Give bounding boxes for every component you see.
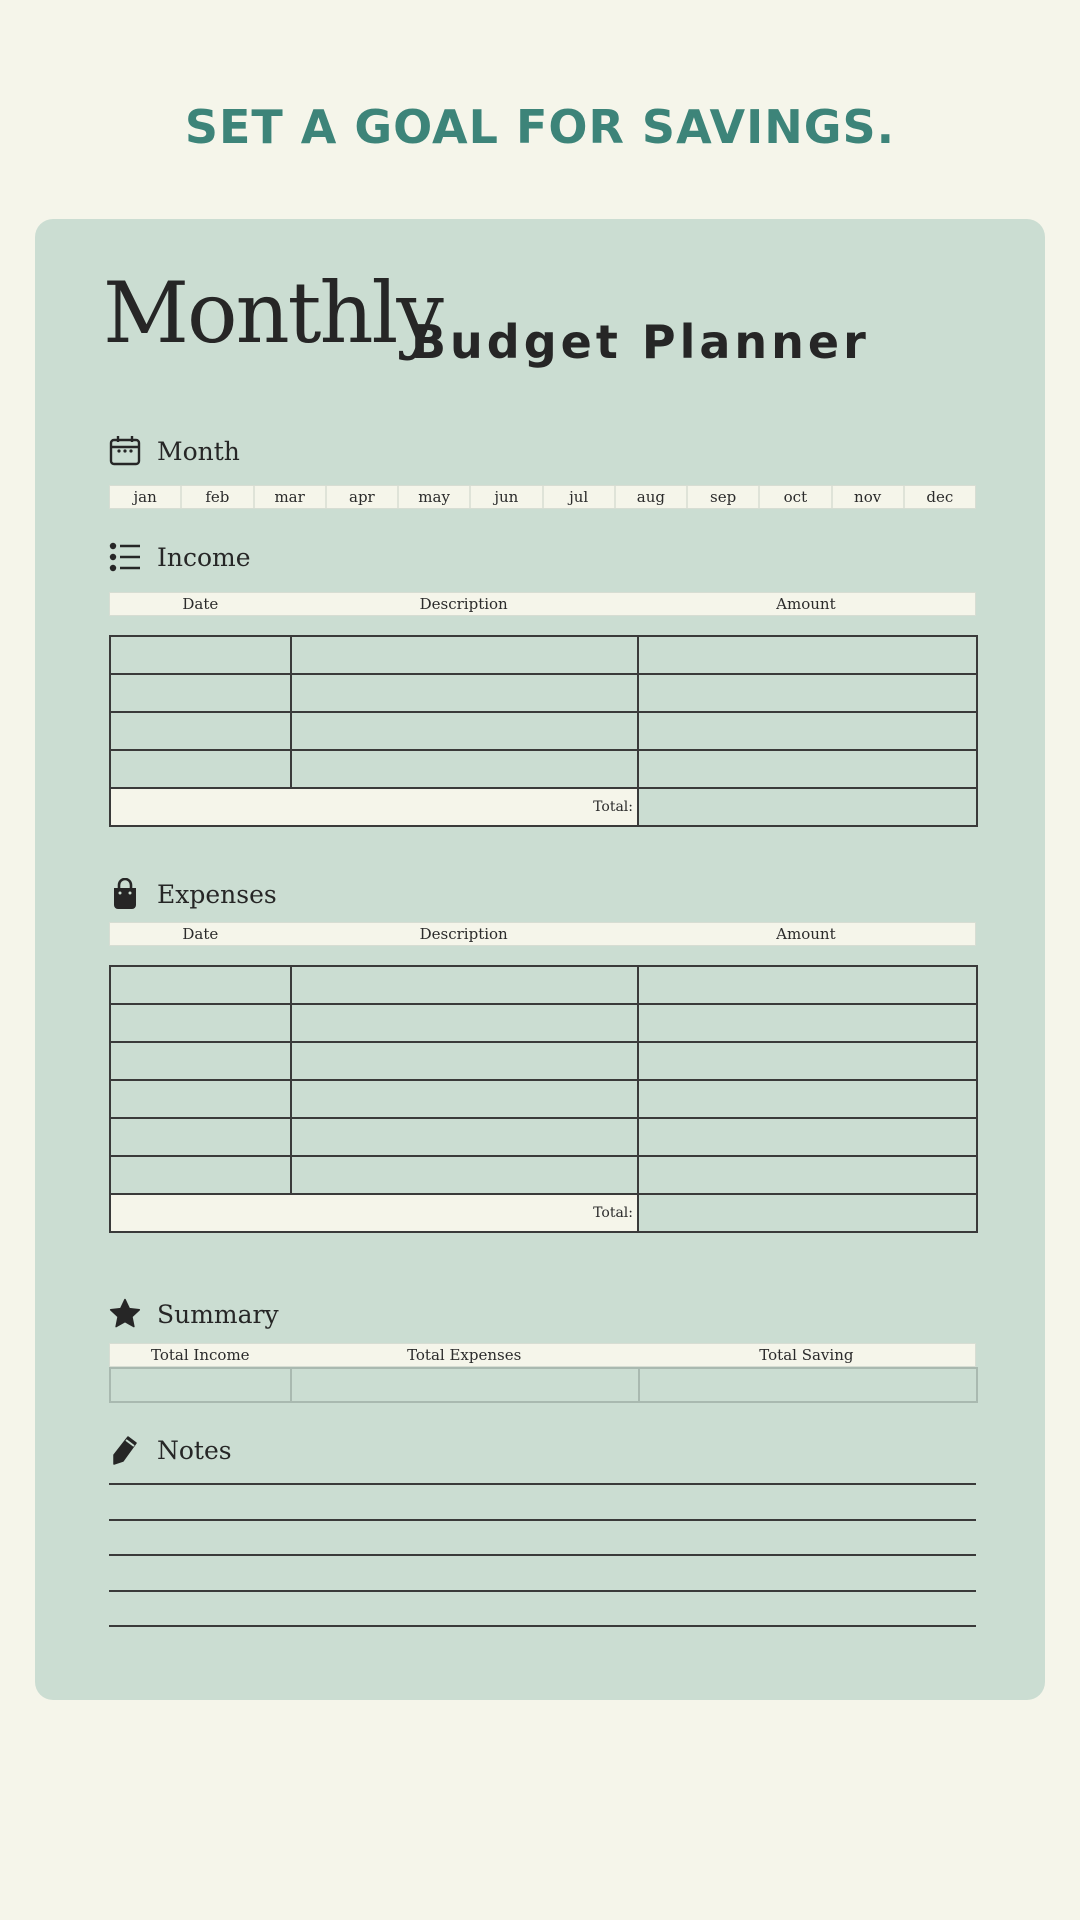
notes-line[interactable] xyxy=(109,1625,976,1627)
expense-date-cell[interactable] xyxy=(110,1118,291,1156)
table-row xyxy=(110,966,977,1004)
expense-amount-cell[interactable] xyxy=(638,966,977,1004)
table-row xyxy=(110,1156,977,1194)
month-dec[interactable]: dec xyxy=(926,488,954,506)
notes-section-label: Notes xyxy=(157,1435,232,1465)
table-row xyxy=(110,674,977,712)
month-aug[interactable]: aug xyxy=(616,486,688,508)
notes-line[interactable] xyxy=(109,1590,976,1592)
notes-line[interactable] xyxy=(109,1483,976,1485)
income-total-row xyxy=(110,788,977,826)
month-section-header xyxy=(109,433,240,469)
income-col-description: Description xyxy=(419,595,508,613)
title-monthly: Monthly xyxy=(103,264,442,362)
expense-description-cell[interactable] xyxy=(291,1004,638,1042)
expense-date-cell[interactable] xyxy=(110,1156,291,1194)
summary-col-total-expenses: Total Expenses xyxy=(407,1346,522,1364)
expense-date-cell[interactable] xyxy=(110,1042,291,1080)
expense-date-cell[interactable] xyxy=(110,966,291,1004)
income-section-header xyxy=(109,539,251,575)
expenses-col-description: Description xyxy=(419,925,508,943)
income-description-cell[interactable] xyxy=(291,712,638,750)
income-description-cell[interactable] xyxy=(291,674,638,712)
income-total-label: Total: xyxy=(110,788,638,826)
title-budget-planner: Budget Planner xyxy=(411,315,870,369)
total-expenses-cell[interactable] xyxy=(291,1368,639,1402)
income-description-cell[interactable] xyxy=(291,750,638,788)
expenses-section-header xyxy=(109,876,277,912)
income-date-cell[interactable] xyxy=(110,750,291,788)
income-amount-cell[interactable] xyxy=(638,712,977,750)
summary-column-headers xyxy=(109,1343,976,1367)
month-section-label: Month xyxy=(157,436,240,466)
list-icon xyxy=(109,541,141,573)
expenses-section-label: Expenses xyxy=(157,879,277,909)
notes-line[interactable] xyxy=(109,1554,976,1556)
table-row xyxy=(110,712,977,750)
income-column-headers xyxy=(109,592,976,616)
income-date-cell[interactable] xyxy=(110,712,291,750)
table-row xyxy=(110,636,977,674)
income-section-label: Income xyxy=(157,542,251,572)
star-icon xyxy=(109,1298,141,1330)
notes-line[interactable] xyxy=(109,1519,976,1521)
expenses-total-label: Total: xyxy=(110,1194,638,1232)
income-col-date: Date xyxy=(182,595,219,613)
notes-section-header xyxy=(109,1432,232,1468)
expense-amount-cell[interactable] xyxy=(638,1156,977,1194)
income-amount-cell[interactable] xyxy=(638,674,977,712)
expenses-column-headers xyxy=(109,922,976,946)
income-table xyxy=(109,635,978,827)
expense-description-cell[interactable] xyxy=(291,966,638,1004)
expense-description-cell[interactable] xyxy=(291,1118,638,1156)
summary-col-total-saving: Total Saving xyxy=(759,1346,854,1364)
table-row xyxy=(110,1368,977,1402)
expenses-col-date: Date xyxy=(182,925,219,943)
income-date-cell[interactable] xyxy=(110,636,291,674)
income-date-cell[interactable] xyxy=(110,674,291,712)
expenses-col-amount: Amount xyxy=(776,925,836,943)
calendar-icon xyxy=(109,435,141,467)
month-jan[interactable]: jan xyxy=(110,486,182,508)
total-saving-cell[interactable] xyxy=(639,1368,977,1402)
expense-date-cell[interactable] xyxy=(110,1004,291,1042)
summary-table xyxy=(109,1367,978,1403)
summary-col-total-income: Total Income xyxy=(151,1346,250,1364)
headline: SET A GOAL FOR SAVINGS. xyxy=(184,100,896,154)
expense-description-cell[interactable] xyxy=(291,1080,638,1118)
month-feb[interactable]: feb xyxy=(182,486,254,508)
expenses-total-cell[interactable] xyxy=(638,1194,977,1232)
month-oct[interactable]: oct xyxy=(760,486,832,508)
month-apr[interactable]: apr xyxy=(327,486,399,508)
month-nov[interactable]: nov xyxy=(833,486,905,508)
table-row xyxy=(110,1118,977,1156)
income-col-amount: Amount xyxy=(776,595,836,613)
table-row xyxy=(110,750,977,788)
expense-amount-cell[interactable] xyxy=(638,1042,977,1080)
expenses-table xyxy=(109,965,978,1233)
month-selector xyxy=(109,485,976,509)
expenses-total-row xyxy=(110,1194,977,1232)
table-row xyxy=(110,1080,977,1118)
income-amount-cell[interactable] xyxy=(638,636,977,674)
summary-section-label: Summary xyxy=(157,1299,279,1329)
expense-amount-cell[interactable] xyxy=(638,1004,977,1042)
expense-description-cell[interactable] xyxy=(291,1156,638,1194)
planner-card xyxy=(35,219,1045,1700)
summary-section-header xyxy=(109,1296,279,1332)
income-description-cell[interactable] xyxy=(291,636,638,674)
expense-description-cell[interactable] xyxy=(291,1042,638,1080)
month-may[interactable]: may xyxy=(399,486,471,508)
month-jul[interactable]: jul xyxy=(544,486,616,508)
total-income-cell[interactable] xyxy=(110,1368,291,1402)
month-sep[interactable]: sep xyxy=(688,486,760,508)
expense-amount-cell[interactable] xyxy=(638,1118,977,1156)
pencil-icon xyxy=(109,1434,141,1466)
expense-amount-cell[interactable] xyxy=(638,1080,977,1118)
income-amount-cell[interactable] xyxy=(638,750,977,788)
table-row xyxy=(110,1004,977,1042)
month-mar[interactable]: mar xyxy=(255,486,327,508)
shopping-bag-icon xyxy=(109,878,141,910)
table-row xyxy=(110,1042,977,1080)
month-jun[interactable]: jun xyxy=(471,486,543,508)
expense-date-cell[interactable] xyxy=(110,1080,291,1118)
income-total-cell[interactable] xyxy=(638,788,977,826)
